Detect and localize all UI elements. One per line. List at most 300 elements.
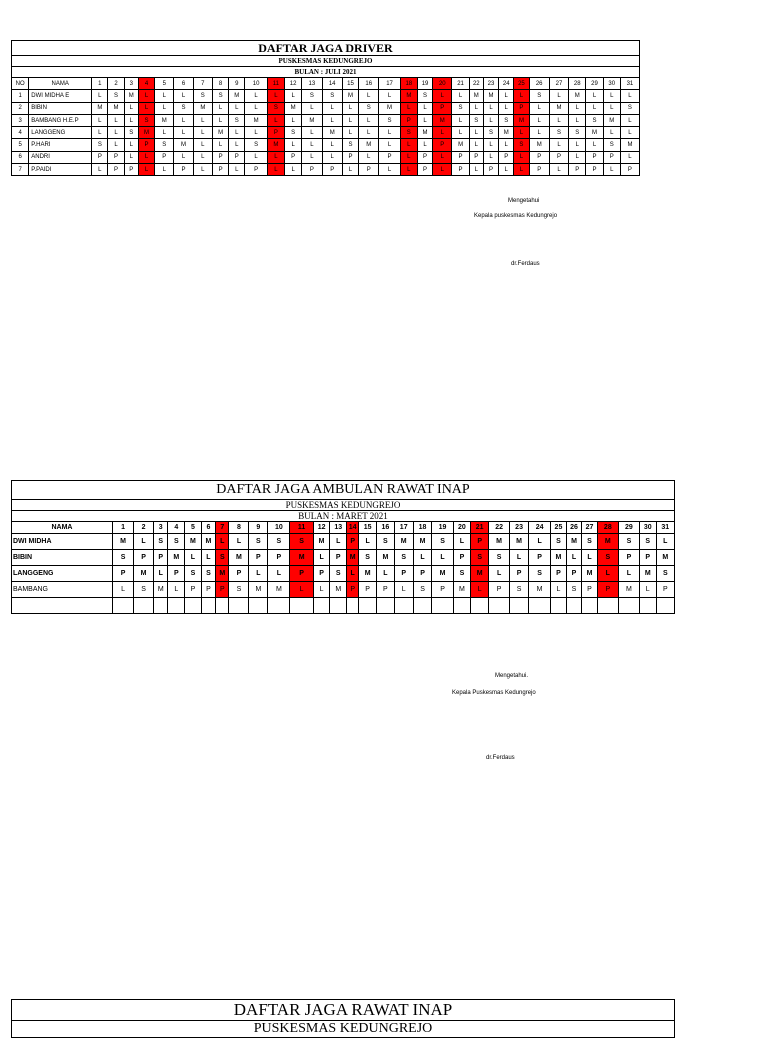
shift-cell: L bbox=[108, 127, 124, 139]
shift-cell: S bbox=[618, 534, 639, 550]
empty-cell bbox=[529, 598, 551, 614]
shift-cell: L bbox=[483, 102, 498, 114]
table-row bbox=[12, 582, 675, 598]
day-header: 31 bbox=[620, 78, 639, 90]
day-header: 25 bbox=[514, 78, 529, 90]
shift-cell: S bbox=[394, 550, 413, 566]
shift-cell: L bbox=[549, 139, 568, 151]
shift-cell: L bbox=[92, 114, 108, 126]
shift-cell: M bbox=[549, 102, 568, 114]
shift-cell: S bbox=[549, 127, 568, 139]
empty-cell bbox=[112, 598, 133, 614]
table-row bbox=[12, 151, 640, 163]
table-row bbox=[12, 164, 640, 176]
shift-cell: L bbox=[453, 534, 471, 550]
shift-cell: L bbox=[313, 550, 330, 566]
shift-cell: M bbox=[229, 90, 245, 102]
driver-sign-name: dr.Ferdaus bbox=[511, 261, 540, 267]
shift-cell: M bbox=[471, 566, 489, 582]
shift-cell: S bbox=[290, 534, 313, 550]
shift-cell: S bbox=[469, 114, 483, 126]
shift-cell: P bbox=[216, 582, 229, 598]
shift-cell: L bbox=[267, 114, 284, 126]
shift-cell: M bbox=[529, 139, 549, 151]
shift-cell: L bbox=[359, 534, 377, 550]
shift-cell: S bbox=[154, 534, 168, 550]
shift-cell: P bbox=[359, 164, 379, 176]
day-header: 10 bbox=[268, 522, 290, 534]
shift-cell: L bbox=[499, 102, 514, 114]
shift-cell: L bbox=[510, 550, 529, 566]
empty-cell bbox=[432, 598, 453, 614]
day-header: 16 bbox=[377, 522, 395, 534]
shift-cell: P bbox=[267, 127, 284, 139]
rawat-schedule-table bbox=[11, 999, 675, 1038]
shift-cell: S bbox=[453, 566, 471, 582]
empty-cell bbox=[168, 598, 185, 614]
shift-cell: L bbox=[245, 151, 267, 163]
shift-cell: P bbox=[620, 164, 639, 176]
shift-cell: P bbox=[138, 139, 154, 151]
shift-cell: L bbox=[201, 550, 215, 566]
shift-cell: P bbox=[529, 151, 549, 163]
row-name: DWI MIDHA bbox=[12, 534, 113, 550]
shift-cell: S bbox=[620, 102, 639, 114]
empty-cell bbox=[566, 598, 582, 614]
shift-cell: L bbox=[154, 566, 168, 582]
table-row bbox=[12, 139, 640, 151]
shift-cell: P bbox=[499, 151, 514, 163]
table-row bbox=[12, 566, 675, 582]
shift-cell: M bbox=[394, 534, 413, 550]
shift-cell: P bbox=[489, 582, 510, 598]
shift-cell: L bbox=[483, 139, 498, 151]
header-name: NAMA bbox=[12, 522, 113, 534]
empty-cell bbox=[268, 598, 290, 614]
row-name: P.PAIDI bbox=[29, 164, 92, 176]
shift-cell: L bbox=[483, 151, 498, 163]
shift-cell: P bbox=[529, 164, 549, 176]
empty-cell bbox=[249, 598, 268, 614]
shift-cell: P bbox=[394, 566, 413, 582]
ambulan-sign-name: dr.Ferdaus bbox=[486, 755, 515, 761]
shift-cell: L bbox=[330, 534, 347, 550]
shift-cell: M bbox=[359, 566, 377, 582]
day-header: 13 bbox=[302, 78, 322, 90]
shift-cell: L bbox=[302, 151, 322, 163]
shift-cell: L bbox=[138, 151, 154, 163]
day-header: 14 bbox=[347, 522, 359, 534]
shift-cell: P bbox=[112, 566, 133, 582]
day-header: 26 bbox=[566, 522, 582, 534]
shift-cell: M bbox=[267, 139, 284, 151]
shift-cell: L bbox=[174, 90, 193, 102]
empty-cell bbox=[216, 598, 229, 614]
shift-cell: L bbox=[108, 114, 124, 126]
shift-cell: P bbox=[453, 550, 471, 566]
shift-cell: P bbox=[201, 582, 215, 598]
driver-month: BULAN : JULI 2021 bbox=[12, 67, 640, 78]
shift-cell: P bbox=[483, 164, 498, 176]
shift-cell: M bbox=[529, 582, 551, 598]
shift-cell: M bbox=[342, 90, 358, 102]
shift-cell: L bbox=[268, 566, 290, 582]
shift-cell: L bbox=[603, 127, 620, 139]
shift-cell: L bbox=[359, 151, 379, 163]
shift-cell: S bbox=[212, 90, 228, 102]
empty-cell bbox=[413, 598, 432, 614]
day-header: 13 bbox=[330, 522, 347, 534]
shift-cell: L bbox=[155, 127, 174, 139]
empty-cell bbox=[290, 598, 313, 614]
empty-cell bbox=[471, 598, 489, 614]
shift-cell: M bbox=[249, 582, 268, 598]
shift-cell: S bbox=[268, 534, 290, 550]
shift-cell: M bbox=[413, 534, 432, 550]
day-header: 14 bbox=[322, 78, 342, 90]
table-row bbox=[12, 90, 640, 102]
shift-cell: M bbox=[569, 90, 586, 102]
shift-cell: L bbox=[322, 102, 342, 114]
day-header: 21 bbox=[452, 78, 469, 90]
shift-cell: S bbox=[216, 550, 229, 566]
shift-cell: M bbox=[92, 102, 108, 114]
shift-cell: L bbox=[452, 127, 469, 139]
shift-cell: L bbox=[245, 102, 267, 114]
shift-cell: L bbox=[469, 164, 483, 176]
row-name: ANDRI bbox=[29, 151, 92, 163]
shift-cell: L bbox=[433, 164, 452, 176]
ambulan-month: BULAN : MARET 2021 bbox=[12, 511, 675, 522]
shift-cell: M bbox=[433, 114, 452, 126]
shift-cell: M bbox=[168, 550, 185, 566]
shift-cell: M bbox=[330, 582, 347, 598]
shift-cell: L bbox=[359, 127, 379, 139]
shift-cell: P bbox=[168, 566, 185, 582]
day-header: 20 bbox=[453, 522, 471, 534]
shift-cell: L bbox=[229, 534, 249, 550]
shift-cell: M bbox=[400, 90, 417, 102]
shift-cell: L bbox=[597, 566, 618, 582]
shift-cell: L bbox=[377, 566, 395, 582]
shift-cell: P bbox=[108, 151, 124, 163]
shift-cell: P bbox=[586, 151, 603, 163]
day-header: 9 bbox=[249, 522, 268, 534]
row-number: 3 bbox=[12, 114, 29, 126]
empty-cell bbox=[134, 598, 154, 614]
shift-cell: L bbox=[322, 114, 342, 126]
shift-cell: M bbox=[155, 114, 174, 126]
shift-cell: P bbox=[154, 550, 168, 566]
day-header: 12 bbox=[313, 522, 330, 534]
shift-cell: P bbox=[185, 582, 202, 598]
day-header: 21 bbox=[471, 522, 489, 534]
shift-cell: L bbox=[566, 550, 582, 566]
shift-cell: P bbox=[108, 164, 124, 176]
shift-cell: L bbox=[322, 139, 342, 151]
shift-cell: S bbox=[597, 550, 618, 566]
shift-cell: L bbox=[603, 164, 620, 176]
shift-cell: L bbox=[138, 90, 154, 102]
shift-cell: M bbox=[586, 127, 603, 139]
shift-cell: L bbox=[267, 90, 284, 102]
shift-cell: L bbox=[582, 550, 598, 566]
shift-cell: S bbox=[510, 582, 529, 598]
shift-cell: S bbox=[342, 139, 358, 151]
shift-cell: L bbox=[302, 127, 322, 139]
empty-cell bbox=[394, 598, 413, 614]
shift-cell: P bbox=[249, 550, 268, 566]
day-header: 17 bbox=[379, 78, 400, 90]
shift-cell: P bbox=[347, 582, 359, 598]
shift-cell: L bbox=[469, 127, 483, 139]
day-header: 28 bbox=[597, 522, 618, 534]
shift-cell: L bbox=[124, 139, 138, 151]
shift-cell: L bbox=[452, 90, 469, 102]
shift-cell: M bbox=[582, 566, 598, 582]
shift-cell: P bbox=[417, 164, 432, 176]
shift-cell: M bbox=[417, 127, 432, 139]
empty-cell bbox=[582, 598, 598, 614]
shift-cell: P bbox=[212, 151, 228, 163]
rawat-subtitle: PUSKESMAS KEDUNGREJO bbox=[12, 1021, 675, 1038]
empty-cell bbox=[330, 598, 347, 614]
day-header: 16 bbox=[359, 78, 379, 90]
shift-cell: M bbox=[174, 139, 193, 151]
day-header: 4 bbox=[138, 78, 154, 90]
shift-cell: S bbox=[529, 90, 549, 102]
empty-cell bbox=[229, 598, 249, 614]
row-name: LANGGENG bbox=[29, 127, 92, 139]
shift-cell: P bbox=[285, 151, 302, 163]
shift-cell: P bbox=[322, 164, 342, 176]
shift-cell: M bbox=[212, 127, 228, 139]
shift-cell: P bbox=[347, 534, 359, 550]
row-name: BIBIN bbox=[29, 102, 92, 114]
shift-cell: L bbox=[433, 127, 452, 139]
shift-cell: S bbox=[112, 550, 133, 566]
shift-cell: S bbox=[168, 534, 185, 550]
shift-cell: L bbox=[193, 164, 212, 176]
shift-cell: L bbox=[124, 102, 138, 114]
shift-cell: L bbox=[229, 139, 245, 151]
shift-cell: L bbox=[400, 151, 417, 163]
day-header: 4 bbox=[168, 522, 185, 534]
empty-cell bbox=[185, 598, 202, 614]
empty-cell bbox=[551, 598, 567, 614]
shift-cell: M bbox=[603, 114, 620, 126]
shift-cell: L bbox=[322, 151, 342, 163]
shift-cell: S bbox=[582, 534, 598, 550]
shift-cell: M bbox=[134, 566, 154, 582]
row-name: BIBIN bbox=[12, 550, 113, 566]
day-header: 30 bbox=[639, 522, 656, 534]
day-header: 22 bbox=[489, 522, 510, 534]
shift-cell: L bbox=[514, 151, 529, 163]
day-header: 25 bbox=[551, 522, 567, 534]
driver-title: DAFTAR JAGA DRIVER bbox=[12, 41, 640, 56]
shift-cell: P bbox=[92, 151, 108, 163]
table-row bbox=[12, 102, 640, 114]
empty-cell bbox=[639, 598, 656, 614]
shift-cell: L bbox=[112, 582, 133, 598]
shift-cell: M bbox=[322, 127, 342, 139]
day-header: 29 bbox=[586, 78, 603, 90]
shift-cell: L bbox=[483, 114, 498, 126]
shift-cell: L bbox=[620, 127, 639, 139]
day-header: 24 bbox=[499, 78, 514, 90]
header-name: NAMA bbox=[29, 78, 92, 90]
shift-cell: L bbox=[245, 90, 267, 102]
shift-cell: P bbox=[417, 151, 432, 163]
shift-cell: S bbox=[92, 139, 108, 151]
day-header: 18 bbox=[400, 78, 417, 90]
shift-cell: L bbox=[432, 550, 453, 566]
driver-header-row bbox=[12, 78, 640, 90]
day-header: 27 bbox=[549, 78, 568, 90]
table-row bbox=[12, 114, 640, 126]
shift-cell: L bbox=[313, 582, 330, 598]
day-header: 3 bbox=[154, 522, 168, 534]
shift-cell: S bbox=[134, 582, 154, 598]
shift-cell: P bbox=[597, 582, 618, 598]
row-name: LANGGENG bbox=[12, 566, 113, 582]
day-header: 11 bbox=[290, 522, 313, 534]
shift-cell: L bbox=[212, 114, 228, 126]
shift-cell: L bbox=[229, 102, 245, 114]
shift-cell: S bbox=[413, 582, 432, 598]
shift-cell: L bbox=[168, 582, 185, 598]
shift-cell: P bbox=[433, 139, 452, 151]
shift-cell: P bbox=[400, 114, 417, 126]
shift-cell: L bbox=[529, 534, 551, 550]
empty-cell bbox=[359, 598, 377, 614]
shift-cell: L bbox=[359, 90, 379, 102]
shift-cell: M bbox=[359, 139, 379, 151]
shift-cell: M bbox=[620, 139, 639, 151]
shift-cell: P bbox=[174, 164, 193, 176]
shift-cell: M bbox=[154, 582, 168, 598]
shift-cell: M bbox=[185, 534, 202, 550]
shift-cell: L bbox=[92, 127, 108, 139]
day-header: 5 bbox=[155, 78, 174, 90]
day-header: 26 bbox=[529, 78, 549, 90]
day-header: 2 bbox=[134, 522, 154, 534]
shift-cell: P bbox=[342, 151, 358, 163]
shift-cell: M bbox=[597, 534, 618, 550]
shift-cell: P bbox=[313, 566, 330, 582]
shift-cell: L bbox=[138, 102, 154, 114]
shift-cell: S bbox=[201, 566, 215, 582]
shift-cell: L bbox=[229, 164, 245, 176]
empty-cell bbox=[489, 598, 510, 614]
empty-cell bbox=[313, 598, 330, 614]
shift-cell: M bbox=[566, 534, 582, 550]
shift-cell: L bbox=[249, 566, 268, 582]
empty-cell bbox=[618, 598, 639, 614]
shift-cell: P bbox=[432, 582, 453, 598]
shift-cell: L bbox=[551, 582, 567, 598]
shift-cell: P bbox=[471, 534, 489, 550]
shift-cell: L bbox=[285, 164, 302, 176]
shift-cell: S bbox=[489, 550, 510, 566]
shift-cell: L bbox=[92, 164, 108, 176]
shift-cell: M bbox=[499, 127, 514, 139]
ambulan-header-row bbox=[12, 522, 675, 534]
day-header: 9 bbox=[229, 78, 245, 90]
shift-cell: M bbox=[302, 114, 322, 126]
shift-cell: L bbox=[174, 114, 193, 126]
day-header: 10 bbox=[245, 78, 267, 90]
day-header: 30 bbox=[603, 78, 620, 90]
shift-cell: P bbox=[212, 164, 228, 176]
day-header: 22 bbox=[469, 78, 483, 90]
empty-cell bbox=[154, 598, 168, 614]
shift-cell: M bbox=[639, 566, 656, 582]
shift-cell: P bbox=[413, 566, 432, 582]
shift-cell: P bbox=[452, 151, 469, 163]
shift-cell: S bbox=[603, 139, 620, 151]
shift-cell: S bbox=[174, 102, 193, 114]
shift-cell: M bbox=[138, 127, 154, 139]
ambulan-schedule-table bbox=[11, 480, 675, 614]
header-no: NO bbox=[12, 78, 29, 90]
shift-cell: P bbox=[229, 151, 245, 163]
shift-cell: L bbox=[620, 90, 639, 102]
shift-cell: L bbox=[359, 114, 379, 126]
shift-cell: M bbox=[216, 566, 229, 582]
shift-cell: L bbox=[155, 164, 174, 176]
ambulan-sign-title: Kepala Puskesmas Kedungrejo bbox=[452, 690, 536, 696]
day-header: 18 bbox=[413, 522, 432, 534]
shift-cell: S bbox=[185, 566, 202, 582]
shift-cell: P bbox=[229, 566, 249, 582]
day-header: 24 bbox=[529, 522, 551, 534]
shift-cell: L bbox=[499, 139, 514, 151]
shift-cell: S bbox=[656, 566, 674, 582]
day-header: 15 bbox=[359, 522, 377, 534]
shift-cell: L bbox=[400, 102, 417, 114]
shift-cell: P bbox=[330, 550, 347, 566]
shift-cell: M bbox=[285, 102, 302, 114]
rawat-title: DAFTAR JAGA RAWAT INAP bbox=[12, 1000, 675, 1021]
shift-cell: M bbox=[290, 550, 313, 566]
shift-cell: P bbox=[586, 164, 603, 176]
shift-cell: L bbox=[379, 139, 400, 151]
driver-schedule-table bbox=[11, 40, 640, 176]
shift-cell: P bbox=[603, 151, 620, 163]
shift-cell: L bbox=[155, 102, 174, 114]
shift-cell: L bbox=[138, 164, 154, 176]
shift-cell: M bbox=[245, 114, 267, 126]
shift-cell: M bbox=[379, 102, 400, 114]
day-header: 1 bbox=[112, 522, 133, 534]
day-header: 7 bbox=[193, 78, 212, 90]
shift-cell: M bbox=[108, 102, 124, 114]
shift-cell: L bbox=[155, 90, 174, 102]
shift-cell: L bbox=[586, 90, 603, 102]
shift-cell: S bbox=[639, 534, 656, 550]
shift-cell: M bbox=[453, 582, 471, 598]
shift-cell: L bbox=[394, 582, 413, 598]
shift-cell: S bbox=[124, 127, 138, 139]
shift-cell: S bbox=[400, 127, 417, 139]
shift-cell: L bbox=[514, 164, 529, 176]
shift-cell: S bbox=[471, 550, 489, 566]
shift-cell: L bbox=[529, 102, 549, 114]
table-row bbox=[12, 127, 640, 139]
shift-cell: M bbox=[618, 582, 639, 598]
